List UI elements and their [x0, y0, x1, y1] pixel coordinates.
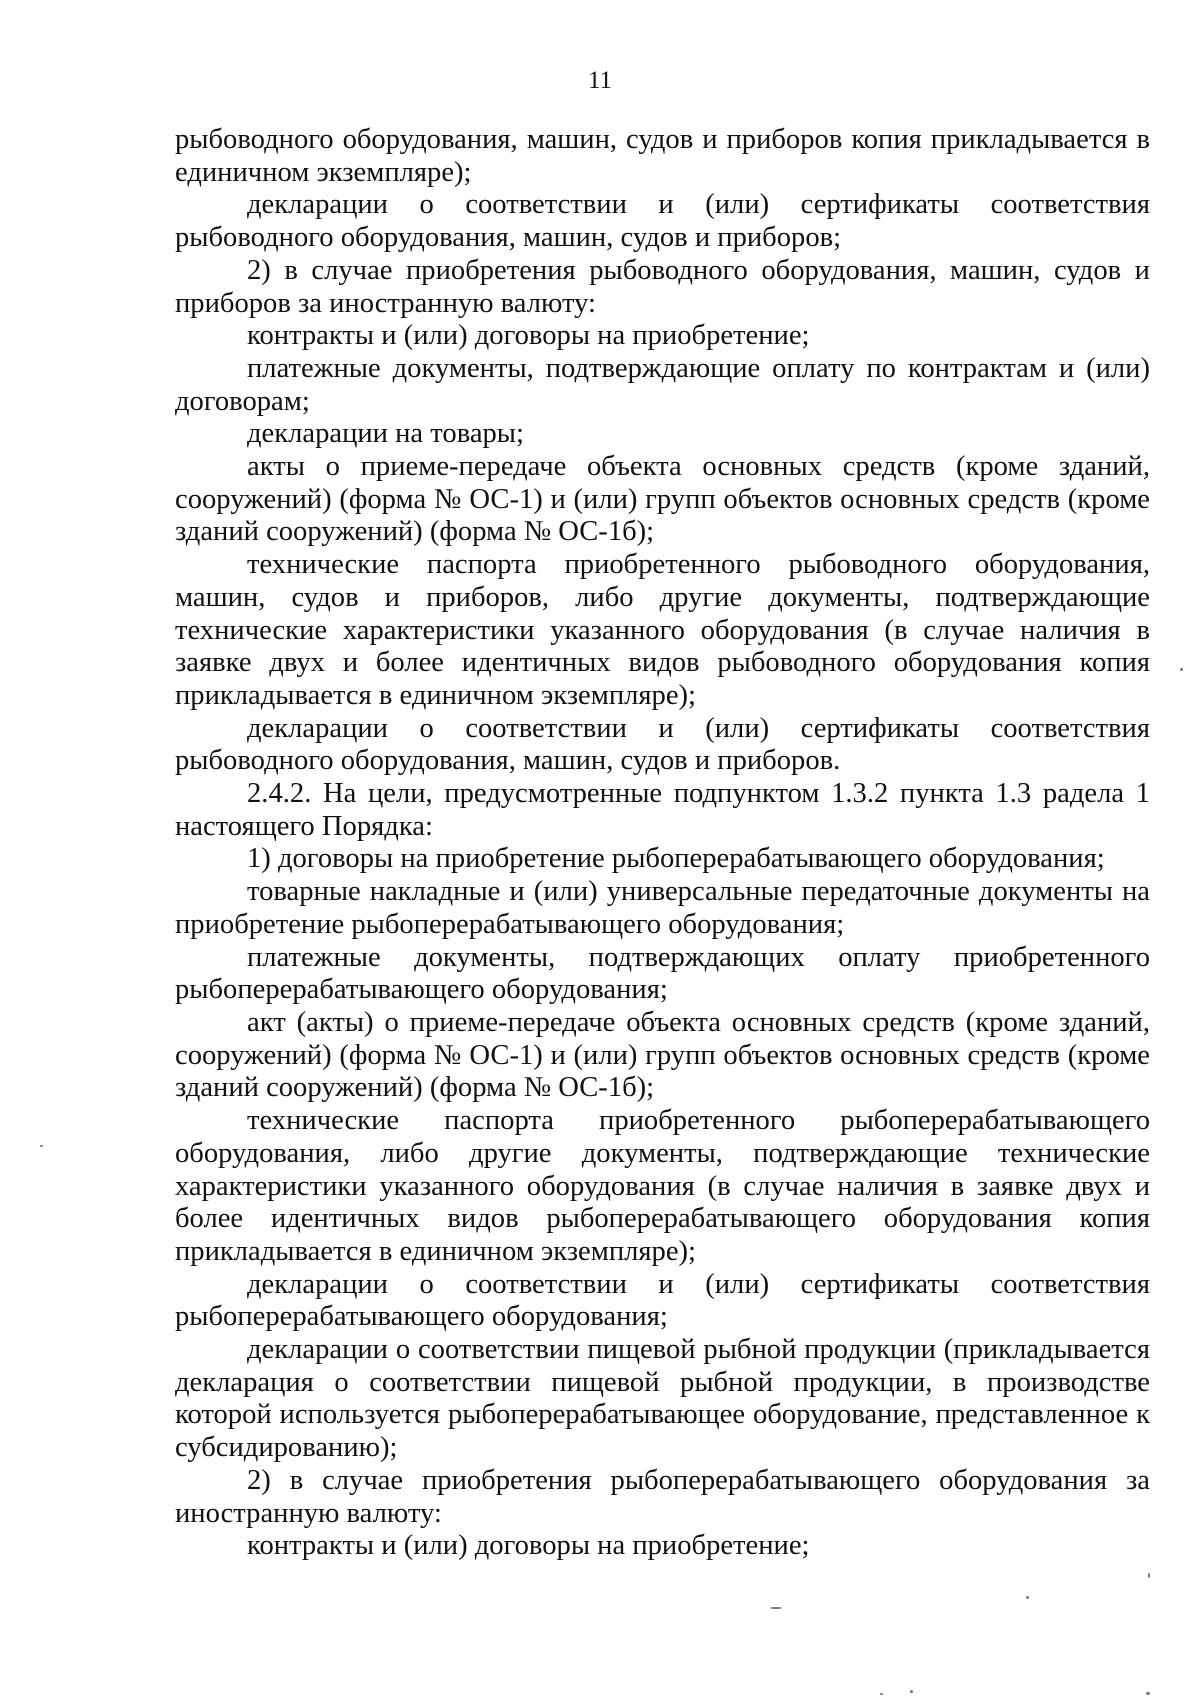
paragraph: декларации о соответствии и (или) сертификаты соответствия рыбоводного оборудования, машин, судов и приборов; — [175, 189, 1150, 254]
paragraph: технические паспорта приобретенного рыбоводного оборудования, машин, судов и приборов, либо другие документы, подтверждающие технические характеристики указанного оборудования (в случае наличия в заявке двух и более идентичных видов рыбоводного оборудования копия прикладывается в единичном экземпляре); — [175, 549, 1150, 711]
paragraph: декларации о соответствии и (или) сертификаты соответствия рыбоводного оборудования, машин, судов и приборов. — [175, 712, 1150, 777]
scan-speck — [1146, 1692, 1150, 1695]
scan-speck — [40, 1145, 43, 1147]
page-number: 11 — [587, 67, 613, 94]
scan-speck — [1026, 1596, 1029, 1599]
paragraph: контракты и (или) договоры на приобретение; — [247, 1530, 810, 1562]
paragraph: технические паспорта приобретенного рыбоперерабатывающего оборудования, либо другие документы, подтверждающие технические характеристики указанного оборудования (в случае наличия в заявке двух и более идентичных видов рыбоперерабатывающего оборудования копия прикладывается в единичном экземпляре); — [175, 1105, 1150, 1267]
paragraph: товарные накладные и (или) универсальные передаточные документы на приобретение рыбоперерабатывающего оборудования; — [175, 876, 1150, 940]
paragraph: 2.4.2. На цели, предусмотренные подпунктом 1.3.2 пункта 1.3 радела 1 настоящего Порядка: — [175, 778, 1150, 842]
scan-speck — [770, 1607, 782, 1609]
scan-speck — [880, 1693, 883, 1695]
scan-speck — [910, 1690, 913, 1693]
paragraph: акт (акты) о приеме-передаче объекта основных средств (кроме зданий, сооружений) (форма № ОС-1) и (или) групп объектов основных средств (кроме зданий сооружений) (форма № ОС-1б); — [175, 1006, 1150, 1104]
document-body — [175, 124, 1150, 1563]
paragraph: платежные документы, подтверждающие оплату по контрактам и (или) договорам; — [175, 352, 1150, 417]
paragraph: контракты и (или) договоры на приобретение; — [247, 320, 810, 352]
scan-speck — [1148, 1573, 1150, 1578]
scan-speck — [1180, 668, 1183, 671]
paragraph: 2) в случае приобретения рыбоперерабатывающего оборудования за иностранную валюту: — [175, 1464, 1150, 1529]
paragraph: 1) договоры на приобретение рыбоперерабатывающего оборудования; — [247, 843, 1105, 875]
paragraph: декларации на товары; — [247, 418, 524, 450]
paragraph: декларации о соответствии пищевой рыбной продукции (прикладывается декларация о соответствии пищевой рыбной продукции, в производстве которой используется рыбоперерабатывающее оборудование, представленное к субсидированию); — [175, 1334, 1150, 1464]
paragraph: 2) в случае приобретения рыбоводного оборудования, машин, судов и приборов за иностранную валюту: — [175, 254, 1150, 319]
paragraph: платежные документы, подтверждающих оплату приобретенного рыбоперерабатывающего оборудования; — [175, 941, 1150, 1006]
paragraph: акты о приеме-передаче объекта основных средств (кроме зданий, сооружений) (форма № ОС-1) и (или) групп объектов основных средств (кроме зданий сооружений) (форма № ОС-1б); — [175, 451, 1150, 548]
paragraph: декларации о соответствии и (или) сертификаты соответствия рыбоперерабатывающего оборудования; — [175, 1268, 1150, 1333]
paragraph: рыбоводного оборудования, машин, судов и приборов копия прикладывается в единичном экземпляре); — [175, 124, 1150, 188]
